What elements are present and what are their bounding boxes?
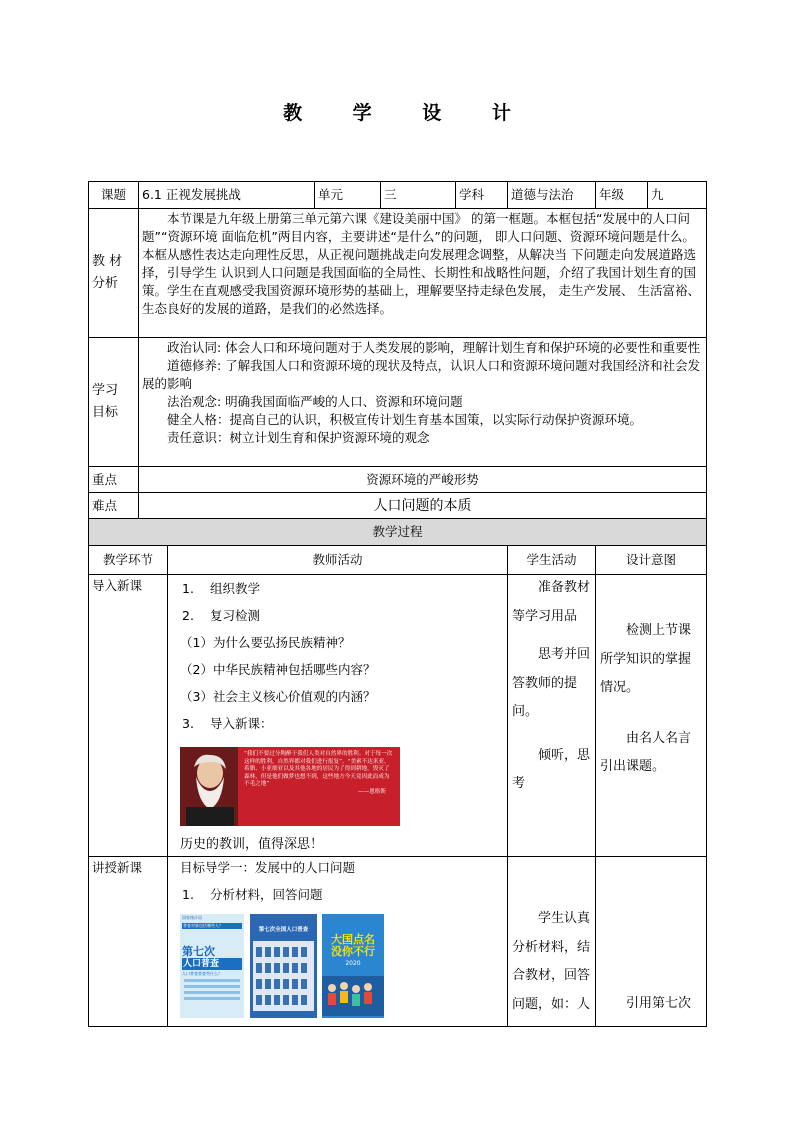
key-point-row xyxy=(89,467,707,493)
lesson-plan-table xyxy=(88,181,707,1027)
intro-item-2-text: 复习检测 xyxy=(210,608,261,623)
document-title: 教 学 设 计 xyxy=(283,102,533,124)
analysis-label-line1: 教 材 xyxy=(92,254,123,269)
objectives-text-cell xyxy=(139,338,707,467)
review-question-1: （1）为什么要弘扬民族精神？ xyxy=(180,635,351,650)
objectives-row xyxy=(89,338,707,467)
lesson-stage: 讲授新课 xyxy=(89,857,168,1027)
grade-value: 九 xyxy=(648,182,707,209)
poster-3-title-2: 没你不行 xyxy=(331,945,375,958)
poster-1-agency: 国家统计局 xyxy=(182,915,202,920)
unit-value: 三 xyxy=(381,182,456,209)
poster-1-question: 普查对象包括哪些人？ xyxy=(182,923,242,929)
poster-1-list-graphic xyxy=(180,977,244,1007)
difficulty-row xyxy=(89,493,707,519)
lesson-teacher-cell xyxy=(168,857,508,1027)
review-question-2: （2）中华民族精神包括哪些内容？ xyxy=(180,662,376,677)
course-label: 课题 xyxy=(89,182,139,209)
student-answer: 思考并回答教师的提问。 xyxy=(512,647,591,719)
lesson-item-1-num: 1. xyxy=(182,887,194,902)
analysis-row xyxy=(89,209,707,338)
analysis-label-line2: 分析 xyxy=(92,276,119,291)
objective-personality: 健全人格：提高自己的认识，积极宣传计划生育基本国策，以实际行动保护资源环境。 xyxy=(167,412,643,427)
student-listen: 倾听，思考 xyxy=(512,747,591,791)
census-posters xyxy=(180,914,503,1018)
process-title-row xyxy=(89,519,707,546)
process-header-row xyxy=(89,546,707,575)
objective-legal: 法治观念: 明确我国面临严峻的人口、资源和环境问题 xyxy=(167,394,463,409)
objective-responsibility: 责任意识：树立计划生育和保护资源环境的观念 xyxy=(167,430,430,445)
intro-item-1-text: 组织教学 xyxy=(210,581,261,596)
lesson-item-1 xyxy=(180,881,503,908)
lesson-intent-cell xyxy=(596,857,707,1027)
poster-1-title-2: 人口普查 xyxy=(182,958,242,970)
header-row xyxy=(89,182,707,209)
col-stage-header: 教学环节 xyxy=(89,546,168,575)
intro-item-1 xyxy=(180,575,503,602)
portrait-icon xyxy=(180,747,238,826)
intro-item-1-num: 1. xyxy=(182,581,194,596)
intro-teacher-cell xyxy=(168,575,508,857)
analysis-text-cell xyxy=(139,209,707,338)
intro-item-2-num: 2. xyxy=(182,608,194,623)
closing-remark: 历史的教训，值得深思！ xyxy=(180,837,324,852)
intent-review: 检测上节课所学知识的掌握情况。 xyxy=(600,623,692,695)
objectives-label-line2: 目标 xyxy=(92,405,119,420)
lesson-student-cell xyxy=(508,857,596,1027)
objective-political: 政治认同: 体会人口和环境问题对于人类发展的影响，理解计划生育和保护环境的必要性和重要性 xyxy=(167,340,701,355)
review-question-3: （3）社会主义核心价值观的内涵？ xyxy=(180,689,376,704)
objectives-label-line1: 学习 xyxy=(92,383,119,398)
poster-3-crowd-graphic xyxy=(322,968,384,1016)
intro-intent-cell xyxy=(596,575,707,857)
subject-label: 学科 xyxy=(456,182,508,209)
analysis-text: 本节课是九年级上册第三单元第六课《建设美丽中国》 的第一框题。本框包括“发展中的人口问题”“资源环境 面临危机”两目内容，主要讲述“是什么”的问题， 即人口问题、资源环境问题是什么。本框从感性表达走向理性反思，从正视问题挑战走向发展理念调整，从解决当 下问题走向发展道路选择，引导学生 认识到人口问题是我国面临的全局性、长期性和战略性问题，介绍了我国计划生育的国策。学生在直观感受我国资源环境形势的基础上，理解要坚持走绿色发展， 走生产发展、 生活富裕、生态良好的发展的道路，是我们的必然选择。 xyxy=(142,211,700,316)
col-intent-header: 设计意图 xyxy=(596,546,707,575)
census-poster-1 xyxy=(180,914,244,1018)
intro-student-cell xyxy=(508,575,596,857)
quote-text: “我们不要过分陶醉于我们人类对自然界的胜利。对于每一次这样的胜利，自然界都对我们进行报复”。“美索不达米亚、希腊、小亚细亚以及其他各地的居民为了得到耕地，毁灭了森林，但是他们做梦也想不到，这些地方今天竟因此而成为不毛之地” xyxy=(244,751,393,787)
grade-label: 年级 xyxy=(596,182,648,209)
col-student-header: 学生活动 xyxy=(508,546,596,575)
student-analyze: 学生认真分析材料，结合教材，回答问题，如：人 xyxy=(512,911,591,1012)
difficulty-value: 人口问题的本质 xyxy=(139,493,707,519)
poster-1-subtitle: 人口普查要查些什么？ xyxy=(182,971,222,976)
unit-label: 单元 xyxy=(315,182,381,209)
lesson-goal: 目标导学一：发展中的人口问题 xyxy=(180,860,356,875)
objectives-label xyxy=(89,338,139,467)
poster-2-people-graphic xyxy=(250,935,317,1015)
intro-item-3 xyxy=(180,710,503,737)
engels-quote-image xyxy=(180,747,503,826)
intent-quote: 由名人名言引出课题。 xyxy=(600,730,692,774)
census-poster-3 xyxy=(322,914,384,1018)
student-prepare: 准备教材等学习用品 xyxy=(512,580,591,624)
intro-item-3-num: 3. xyxy=(182,716,194,731)
lesson-row xyxy=(89,857,707,1027)
intro-item-2 xyxy=(180,602,503,629)
lesson-item-1-text: 分析材料，回答问题 xyxy=(210,887,323,902)
difficulty-label: 难点 xyxy=(89,493,139,519)
process-title: 教学过程 xyxy=(89,519,707,546)
objective-moral: 道德修养: 了解我国人口和资源环境的现状及特点，认识人口和资源环境问题对我国经济和社会发展的影响 xyxy=(142,358,701,391)
poster-3-year: 2020 xyxy=(345,960,361,967)
col-teacher-header: 教师活动 xyxy=(168,546,508,575)
subject-value: 道德与法治 xyxy=(508,182,596,209)
key-point-label: 重点 xyxy=(89,467,139,493)
poster-1-title-1: 第七次 xyxy=(182,945,215,958)
key-point-value: 资源环境的严峻形势 xyxy=(139,467,707,493)
intro-item-3-text: 导入新课： xyxy=(210,716,273,731)
intent-census: 引用第七次 xyxy=(626,996,692,1011)
poster-3-title-1: 大国点名 xyxy=(331,933,375,946)
quote-author: ——恩格斯 xyxy=(358,788,386,795)
census-poster-2 xyxy=(250,914,317,1018)
intro-stage: 导入新课 xyxy=(89,575,168,857)
course-value: 6.1 正视发展挑战 xyxy=(139,182,315,209)
intro-row xyxy=(89,575,707,857)
lesson-plan-table-wrap xyxy=(88,181,706,1027)
poster-2-title: 第七次全国人口普查 xyxy=(258,927,309,933)
analysis-label xyxy=(89,209,139,338)
engels-quote-text xyxy=(244,747,394,826)
